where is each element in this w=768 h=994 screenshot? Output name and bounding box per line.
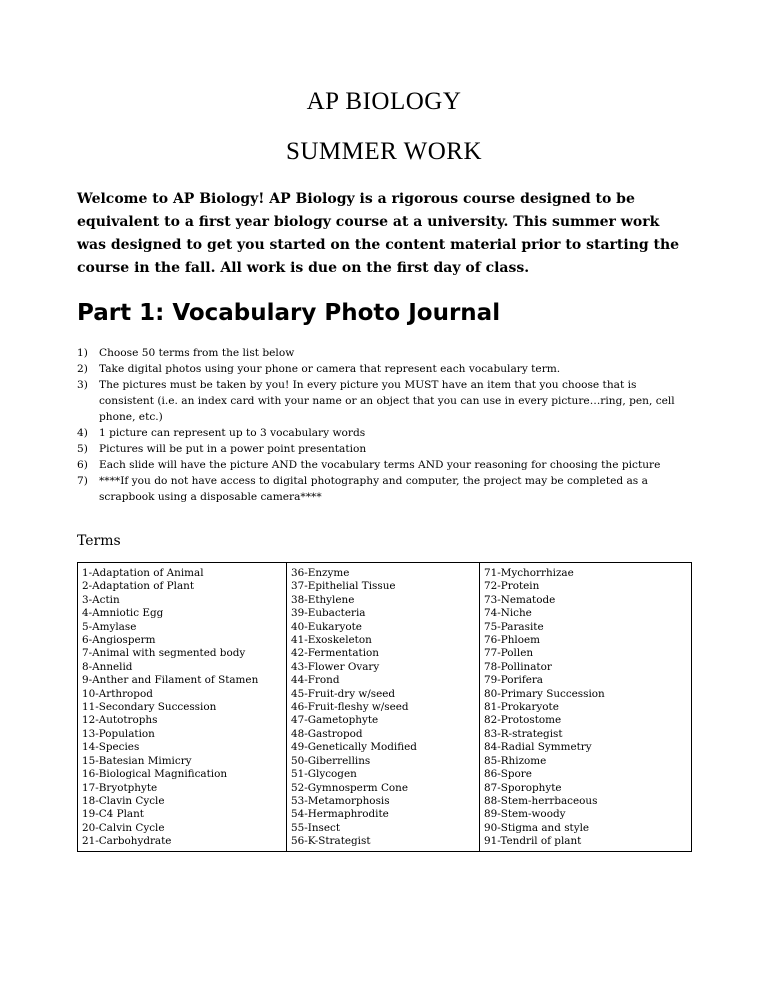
term-item: 73-Nematode [484, 593, 556, 606]
term-item: 85-Rhizome [484, 754, 547, 767]
term-item: 13-Population [82, 727, 155, 740]
terms-heading: Terms [77, 533, 121, 549]
list-item: 3) The pictures must be taken by you! In every picture you MUST have an item that you choose that is consistent (i.e. an index card with your name or an object that you can use in every picture…ring, pen, cell phone, etc.) [77, 379, 675, 423]
term-item: 5-Amylase [82, 620, 137, 633]
page-subtitle: SUMMER WORK [285, 138, 483, 165]
term-item: 17-Bryotphyte [82, 781, 158, 794]
term-item: 55-Insect [291, 821, 341, 834]
term-item: 53-Metamorphosis [291, 794, 390, 807]
term-item: 91-Tendril of plant [484, 835, 582, 848]
term-item: 8-Annelid [82, 660, 133, 673]
term-item: 43-Flower Ovary [291, 660, 380, 673]
list-item: 1) Choose 50 terms from the list below [77, 347, 295, 359]
term-item: 89-Stem-woody [484, 808, 566, 821]
term-item: 16-Biological Magnification [82, 768, 228, 781]
terms-column-2 [287, 563, 480, 852]
part1-heading: Part 1: Vocabulary Photo Journal [77, 300, 501, 326]
term-item: 47-Gametophyte [291, 714, 379, 727]
instructions-list [77, 345, 692, 505]
term-item: 40-Eukaryote [291, 620, 362, 633]
term-item: 72-Protein [484, 580, 540, 593]
term-item: 54-Hermaphrodite [291, 808, 389, 821]
term-item: 44-Frond [291, 674, 340, 687]
term-item: 82-Protostome [484, 714, 562, 727]
intro-paragraph: Welcome to AP Biology! AP Biology is a rigorous course designed to be equivalent to a first year biology course at a university. This summer work was designed to get you started on the content material prior to starting the course in the fall. All work is due on the first day of class. [77, 191, 680, 276]
term-item: 36-Enzyme [291, 567, 350, 579]
term-item: 80-Primary Succession [484, 687, 605, 700]
term-item: 46-Fruit-fleshy w/seed [291, 701, 409, 714]
term-item: 7-Animal with segmented body [82, 647, 246, 660]
term-item: 71-Mychorrhizae [484, 567, 574, 579]
term-item: 37-Epithelial Tissue [291, 580, 396, 593]
list-item: 2) Take digital photos using your phone or camera that represent each vocabulary term. [77, 363, 561, 375]
term-item: 78-Pollinator [484, 660, 552, 673]
term-item: 86-Spore [484, 768, 532, 781]
page-title: AP BIOLOGY [306, 88, 462, 115]
term-item: 3-Actin [82, 593, 120, 606]
term-item: 77-Pollen [484, 647, 534, 660]
term-item: 9-Anther and Filament of Stamen [82, 674, 259, 687]
term-item: 19-C4 Plant [82, 808, 144, 821]
term-item: 38-Ethylene [291, 593, 355, 606]
term-item: 11-Secondary Succession [82, 701, 217, 714]
term-item: 2-Adaptation of Plant [82, 580, 195, 593]
term-item: 75-Parasite [484, 620, 544, 633]
term-item: 49-Genetically Modified [291, 741, 417, 754]
term-item: 52-Gymnosperm Cone [291, 781, 409, 794]
term-item: 81-Prokaryote [484, 701, 559, 714]
list-item: 4) 1 picture can represent up to 3 vocabulary words [77, 427, 366, 439]
term-item: 12-Autotrophs [82, 714, 158, 727]
terms-column-1 [78, 563, 287, 852]
term-item: 39-Eubacteria [291, 607, 366, 620]
term-item: 79-Porifera [484, 674, 544, 687]
term-item: 14-Species [82, 741, 140, 754]
term-item: 76-Phloem [484, 634, 540, 647]
terms-table [77, 562, 692, 852]
term-item: 18-Clavin Cycle [82, 794, 165, 807]
term-item: 10-Arthropod [82, 687, 153, 700]
term-item: 51-Glycogen [291, 768, 357, 781]
term-item: 1-Adaptation of Animal [82, 567, 204, 579]
term-item: 48-Gastropod [291, 727, 363, 740]
term-item: 41-Exoskeleton [291, 634, 372, 647]
term-item: 20-Calvin Cycle [82, 821, 165, 834]
term-item: 83-R-strategist [484, 727, 563, 740]
term-item: 6-Angiosperm [82, 634, 156, 647]
term-item: 88-Stem-herrbaceous [484, 794, 598, 807]
term-item: 50-Giberrellins [291, 754, 371, 767]
term-item: 87-Sporophyte [484, 781, 562, 794]
terms-column-3 [480, 563, 692, 852]
term-item: 15-Batesian Mimicry [82, 754, 192, 767]
list-item: 5) Pictures will be put in a power point presentation [77, 443, 367, 455]
term-item: 4-Amniotic Egg [82, 607, 164, 620]
list-item: 7) ****If you do not have access to digital photography and computer, the project may be completed as a scrapbook using a disposable camera**** [77, 475, 648, 503]
term-item: 42-Fermentation [291, 647, 380, 660]
term-item: 56-K-Strategist [291, 835, 371, 848]
term-item: 84-Radial Symmetry [484, 741, 592, 754]
term-item: 74-Niche [484, 607, 532, 620]
term-item: 45-Fruit-dry w/seed [291, 687, 396, 700]
list-item: 6) Each slide will have the picture AND the vocabulary terms AND your reasoning for choosing the picture [77, 459, 661, 471]
term-item: 90-Stigma and style [484, 821, 590, 834]
term-item: 21-Carbohydrate [82, 835, 172, 848]
